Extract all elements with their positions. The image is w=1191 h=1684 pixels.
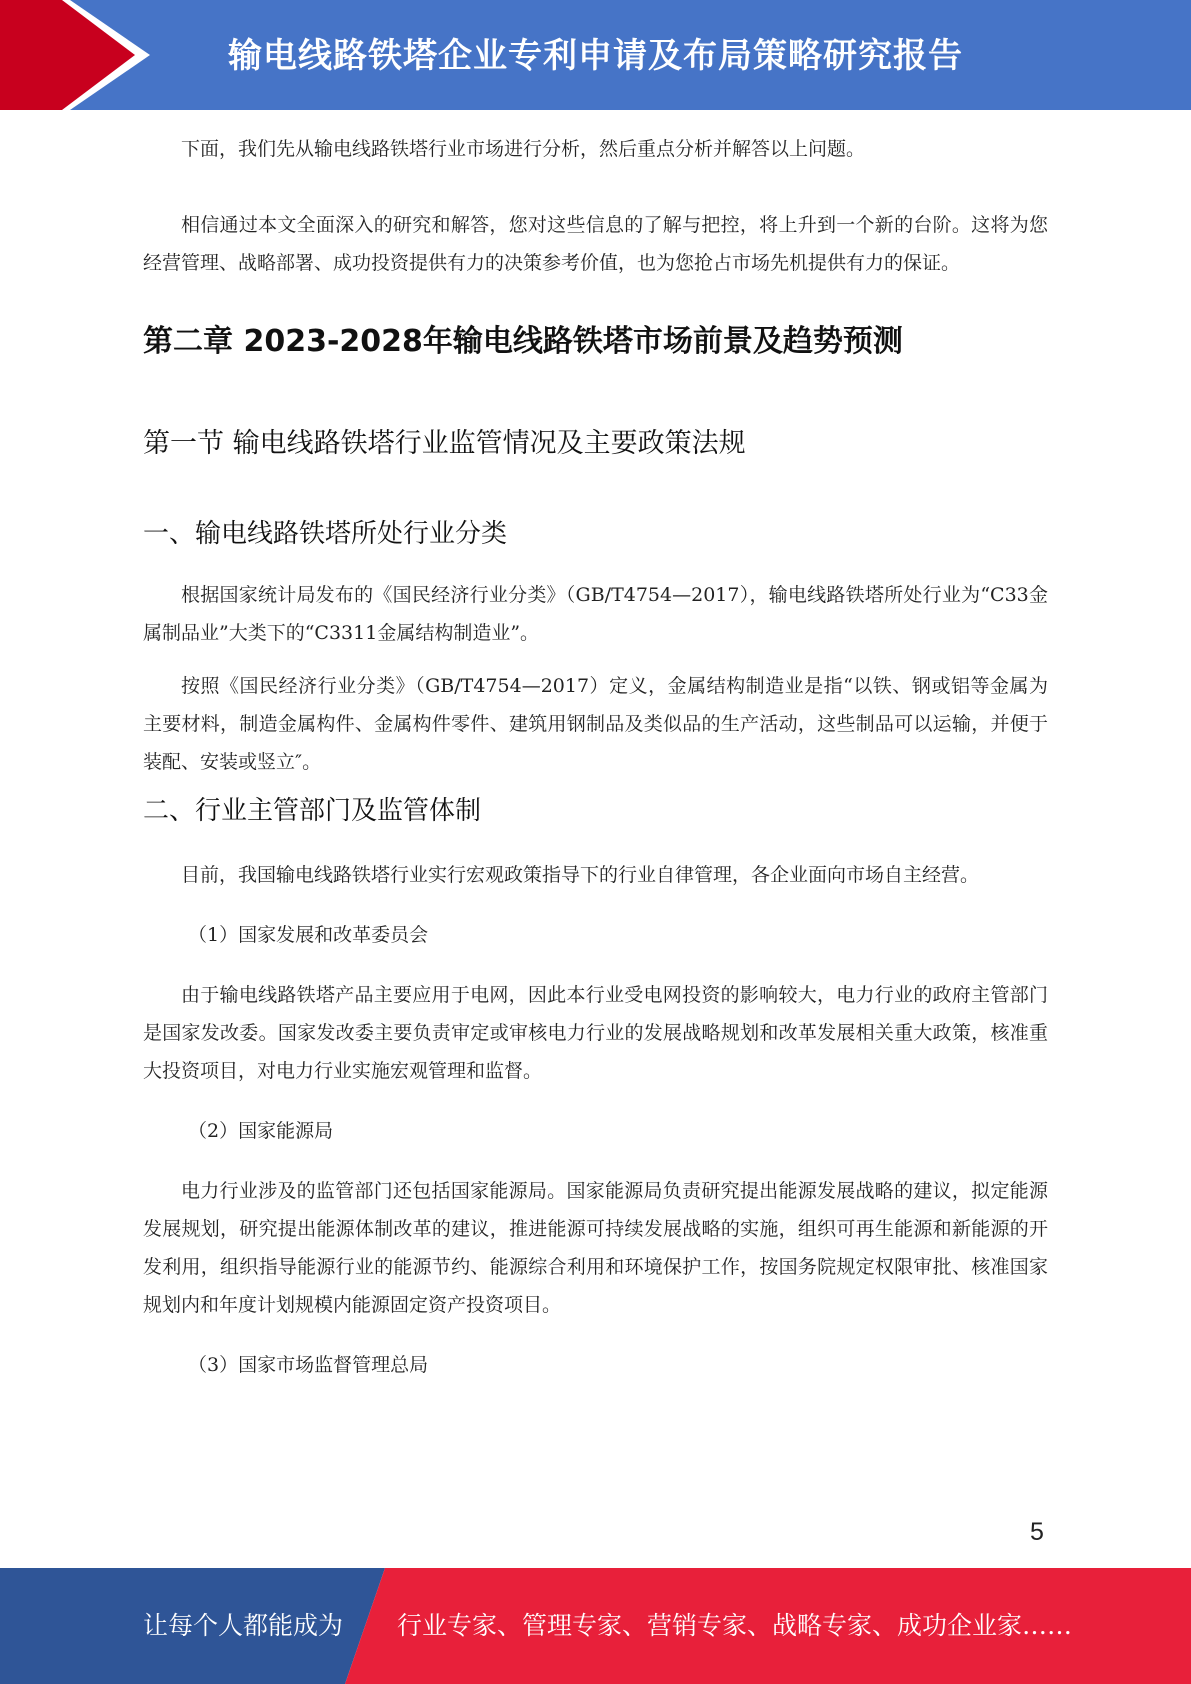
header-arrow-icon — [0, 0, 160, 110]
footer-band — [0, 1568, 1191, 1684]
header-band — [0, 0, 1191, 110]
chapter-title: 第二章 2023-2028年输电线路铁塔市场前景及趋势预测 — [143, 324, 903, 359]
document-body — [143, 130, 1048, 1384]
footer-slogan-left: 让每个人都能成为 — [143, 1611, 344, 1640]
subheading-samr: （3）国家市场监督管理总局 — [188, 1354, 429, 1376]
footer-slogan-right: 行业专家、管理专家、营销专家、战略专家、成功企业家…… — [397, 1611, 1073, 1640]
intro-paragraph-2: 相信通过本文全面深入的研究和解答，您对这些信息的了解与把控，将上升到一个新的台阶。这将为您经营管理、战略部署、成功投资提供有力的决策参考价值，也为您抢占市场先机提供有力的保证。 — [143, 214, 1048, 274]
page-number: 5 — [1030, 1518, 1044, 1546]
subheading-ndrc: （1）国家发展和改革委员会 — [188, 924, 429, 946]
classification-paragraph-1: 根据国家统计局发布的《国民经济行业分类》（GB/T4754—2017），输电线路铁塔所处行业为“C33金属制品业”大类下的“C3311金属结构制造业”。 — [143, 584, 1048, 644]
heading-regulatory-system: 二、行业主管部门及监管体制 — [143, 796, 482, 826]
nea-paragraph: 电力行业涉及的监管部门还包括国家能源局。国家能源局负责研究提出能源发展战略的建议，拟定能源发展规划，研究提出能源体制改革的建议，推进能源可持续发展战略的实施，组织可再生能源和新能源的开发利用，组织指导能源行业的能源节约、能源综合利用和环境保护工作，按国务院规定权限审批、核准国家规划内和年度计划规模内能源固定资产投资项目。 — [143, 1180, 1048, 1316]
regulatory-paragraph: 目前，我国输电线路铁塔行业实行宏观政策指导下的行业自律管理，各企业面向市场自主经营。 — [181, 864, 980, 886]
heading-industry-classification: 一、输电线路铁塔所处行业分类 — [143, 519, 508, 549]
report-title: 输电线路铁塔企业专利申请及布局策略研究报告 — [228, 36, 963, 76]
intro-paragraph-1: 下面，我们先从输电线路铁塔行业市场进行分析，然后重点分析并解答以上问题。 — [181, 138, 866, 160]
subheading-nea: （2）国家能源局 — [188, 1120, 334, 1142]
ndrc-paragraph: 由于输电线路铁塔产品主要应用于电网，因此本行业受电网投资的影响较大，电力行业的政府主管部门是国家发改委。国家发改委主要负责审定或审核电力行业的发展战略规划和改革发展相关重大政策，核准重大投资项目，对电力行业实施宏观管理和监督。 — [143, 984, 1048, 1082]
classification-paragraph-2: 按照《国民经济行业分类》（GB/T4754—2017）定义，金属结构制造业是指“以铁、钢或铝等金属为主要材料，制造金属构件、金属构件零件、建筑用钢制品及类似品的生产活动，这些制品可以运输，并便于装配、安装或竖立″。 — [143, 675, 1048, 773]
section-title: 第一节 输电线路铁塔行业监管情况及主要政策法规 — [143, 428, 746, 459]
